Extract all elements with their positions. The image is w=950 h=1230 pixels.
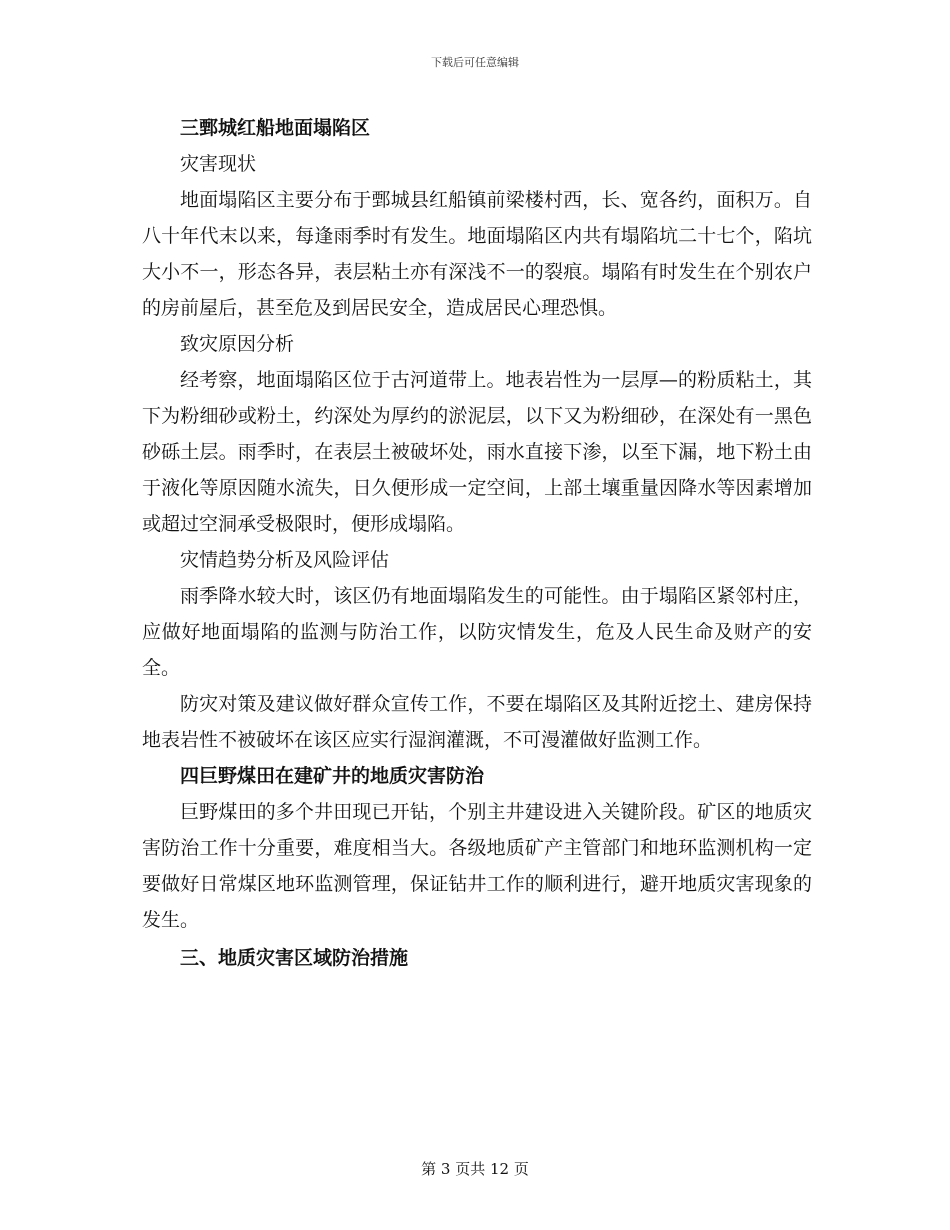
- header-note: 下载后可任意编辑: [431, 56, 519, 69]
- section-heading-2: 四巨野煤田在建矿井的地质灾害防治: [180, 765, 485, 787]
- paragraph-1: 地面塌陷区主要分布于鄄城县红船镇前梁楼村西，长、宽各约，面积万。自八十年代末以来，每逢雨季时有发生。地面塌陷区内共有塌陷坑二十七个，陷坑大小不一，形态各异，表层粘土亦有深浅不一的裂痕。塌陷有时发生在个别农户的房前屋后，甚至危及到居民安全，造成居民心理恐惧。: [142, 189, 812, 319]
- subheading-1: 灾害现状: [180, 153, 257, 175]
- section-heading-3: 三、地质灾害区域防治措施: [180, 947, 409, 969]
- paragraph-5: 巨野煤田的多个井田现已开钻，个别主井建设进入关键阶段。矿区的地质灾害防治工作十分重要，难度相当大。各级地质矿产主管部门和地环监测机构一定要做好日常煤区地环监测管理，保证钻井工作的顺利进行，避开地质灾害现象的发生。: [142, 801, 812, 931]
- paragraph-3: 雨季降水较大时，该区仍有地面塌陷发生的可能性。由于塌陷区紧邻村庄，应做好地面塌陷的监测与防治工作，以防灾情发生，危及人民生命及财产的安全。: [142, 585, 812, 679]
- subheading-3: 灾情趋势分析及风险评估: [180, 549, 390, 571]
- document-body: [142, 110, 812, 976]
- paragraph-4: 防灾对策及建议做好群众宣传工作，不要在塌陷区及其附近挖土、建房保持地表岩性不被破坏在该区应实行湿润灌溉，不可漫灌做好监测工作。: [142, 693, 812, 751]
- subheading-2: 致灾原因分析: [180, 333, 295, 355]
- page-number: 第 3 页共 12 页: [421, 1160, 529, 1178]
- paragraph-2: 经考察，地面塌陷区位于古河道带上。地表岩性为一层厚—的粉质粘土，其下为粉细砂或粉土，约深处为厚约的淤泥层，以下又为粉细砂，在深处有一黑色砂砾土层。雨季时，在表层土被破坏处，雨水直接下渗，以至下漏，地下粉土由于液化等原因随水流失，日久便形成一定空间，上部土壤重量因降水等因素增加或超过空洞承受极限时，便形成塌陷。: [142, 369, 812, 535]
- section-heading-1: 三鄄城红船地面塌陷区: [180, 117, 371, 139]
